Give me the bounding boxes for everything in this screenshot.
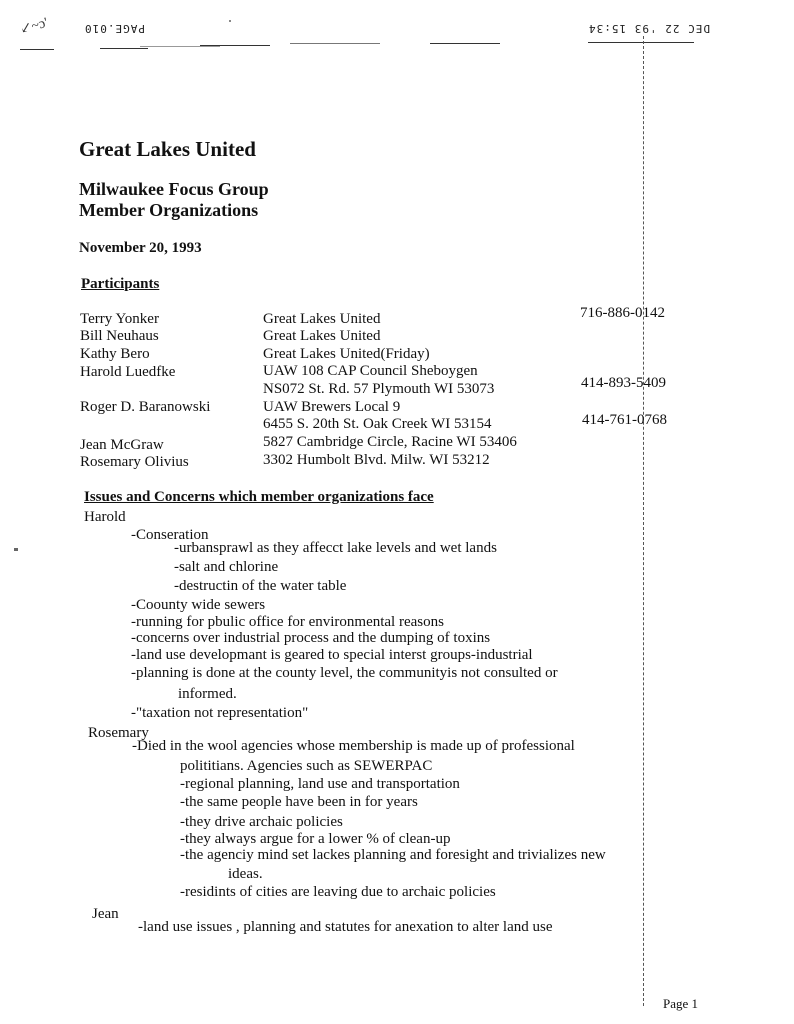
- header-rule-5: [290, 43, 380, 44]
- participant-org: Great Lakes United: [263, 311, 381, 327]
- issue-line: -planning is done at the county level, the communityis not consulted or: [131, 665, 558, 681]
- participant-org: UAW Brewers Local 9: [263, 399, 401, 415]
- participants-heading: Participants: [81, 276, 160, 292]
- fax-page-stamp-wrap: [84, 19, 145, 37]
- participant-name: Rosemary Olivius: [80, 454, 189, 470]
- participant-address: 3302 Humbolt Blvd. Milw. WI 53212: [263, 452, 490, 468]
- participant-name: Jean McGraw: [80, 437, 164, 453]
- issue-line: -salt and chlorine: [174, 559, 279, 575]
- issues-heading: Issues and Concerns which member organizations face: [84, 489, 434, 505]
- issue-line: -running for pbulic office for environmental reasons: [131, 614, 444, 630]
- issue-line: polititians. Agencies such as SEWERPAC: [180, 758, 433, 774]
- issue-line: -they drive archaic policies: [180, 814, 343, 830]
- participant-name: Terry Yonker: [80, 311, 159, 327]
- participant-phone: 716-886-0142: [580, 305, 665, 321]
- org-title: Great Lakes United: [79, 137, 256, 161]
- fax-page-stamp: PAGE.010: [84, 22, 145, 35]
- participant-phone: 414-893-5409: [581, 375, 666, 391]
- participant-name: Harold Luedfke: [80, 364, 176, 380]
- issue-line: -Conseration: [131, 527, 209, 543]
- issue-line: -regional planning, land use and transportation: [180, 776, 460, 792]
- participant-address: NS072 St. Rd. 57 Plymouth WI 53073: [263, 381, 495, 397]
- participant-address: 5827 Cambridge Circle, Racine WI 53406: [263, 434, 517, 450]
- header-rule-3: [140, 46, 220, 47]
- issue-line: -the same people have been in for years: [180, 794, 418, 810]
- participant-org: UAW 108 CAP Council Sheboygen: [263, 363, 478, 379]
- subtitle-line-2: Member Organizations: [79, 200, 259, 220]
- header-rule-1: [20, 49, 54, 50]
- issue-line: -Coounty wide sewers: [131, 597, 266, 613]
- issue-person-jean: Jean: [92, 906, 119, 922]
- scan-speck: [14, 548, 18, 551]
- participant-org: Great Lakes United(Friday): [263, 346, 430, 362]
- header-rule-2: [100, 48, 148, 49]
- participant-name: Bill Neuhaus: [80, 328, 159, 344]
- issue-line: informed.: [178, 686, 237, 702]
- scan-speck: [229, 20, 231, 22]
- header-rule-7: [588, 42, 694, 43]
- issue-line: -Died in the wool agencies whose membership is made up of professional: [132, 738, 575, 754]
- issue-line: -the agenciy mind set lackes planning and foresight and trivializes new: [180, 847, 606, 863]
- participant-name: Roger D. Baranowski: [80, 399, 211, 415]
- participant-org: Great Lakes United: [263, 328, 381, 344]
- issue-line: -destructin of the water table: [174, 578, 347, 594]
- participant-phone: 414-761-0768: [582, 412, 667, 428]
- issue-line: ideas.: [228, 866, 263, 882]
- fax-date-stamp-wrap: [588, 19, 710, 37]
- issue-line: -"taxation not representation": [131, 705, 309, 721]
- fax-date-stamp: DEC 22 '93 15:34: [588, 22, 710, 35]
- issue-line: -urbansprawl as they affecct lake levels and wet lands: [174, 540, 497, 556]
- document-date: November 20, 1993: [79, 240, 202, 256]
- issue-person-rosemary: Rosemary: [88, 725, 149, 741]
- issue-line: -residints of cities are leaving due to archaic policies: [180, 884, 496, 900]
- subtitle-line-1: Milwaukee Focus Group: [79, 179, 269, 199]
- issue-line: -they always argue for a lower % of clean-up: [180, 831, 451, 847]
- page-number: Page 1: [663, 996, 699, 1011]
- fax-fold-line: [643, 36, 644, 1006]
- header-rule-4: [200, 45, 270, 46]
- issue-line: -concerns over industrial process and the dumping of toxins: [131, 630, 491, 646]
- participant-address: 6455 S. 20th St. Oak Creek WI 53154: [263, 416, 492, 432]
- header-rule-6: [430, 43, 500, 44]
- issue-person-harold: Harold: [84, 509, 126, 525]
- issue-line: -land use issues , planning and statutes for anexation to alter land use: [138, 919, 553, 935]
- fax-arrow-mark: ↙~ɔ': [18, 15, 50, 38]
- issue-line: -land use developmant is geared to special interst groups-industrial: [131, 647, 533, 663]
- participant-name: Kathy Bero: [80, 346, 150, 362]
